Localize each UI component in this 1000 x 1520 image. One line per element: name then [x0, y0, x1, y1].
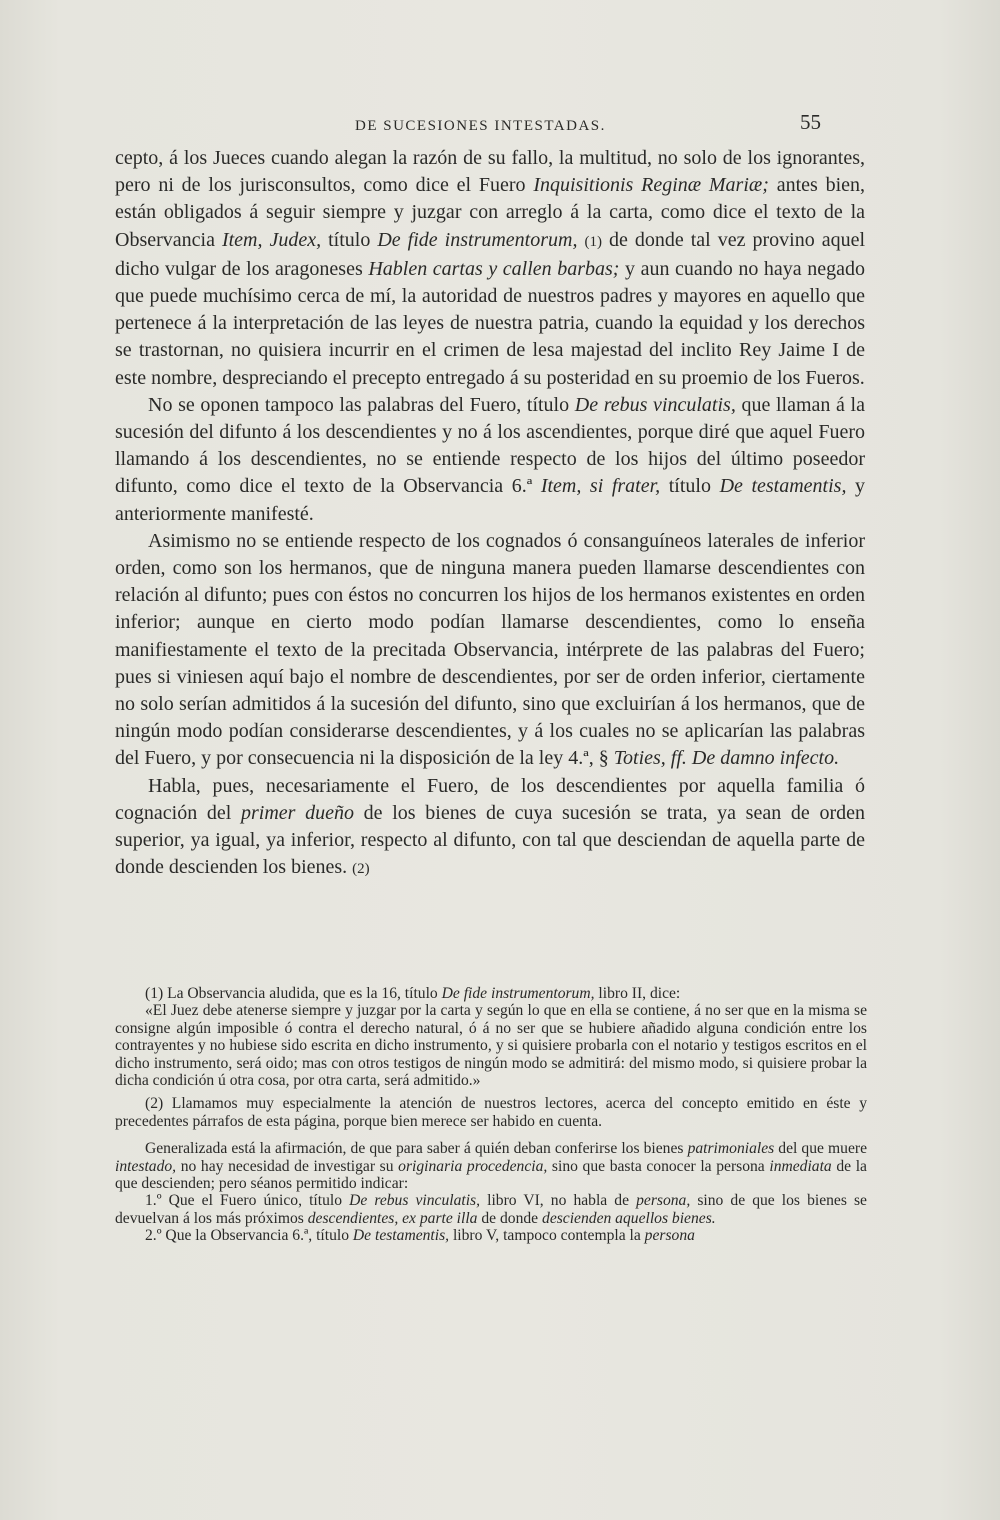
italic-text: Hablen cartas y callen barbas; [368, 257, 620, 280]
italic-text: De rebus vinculatis, [574, 393, 736, 416]
text-run: de los bienes de cuya sucesión se trata, ya sean de orden superior, ya igual, ya inferior, respecto al difunto, con tal que desciendan de aquella parte de donde descienden los bienes. [115, 801, 865, 879]
running-head: DE SUCESIONES INTESTADAS. [355, 118, 606, 134]
text-run: de donde tal vez provino aquel dicho vulgar de los aragoneses [115, 228, 866, 280]
page-number: 55 [800, 110, 821, 134]
footnote-2-comment [115, 1140, 867, 1192]
italic-text: intestado, [115, 1157, 177, 1175]
footnote-marker: (1) [584, 233, 602, 250]
italic-text: Item, Judex, [221, 228, 322, 251]
text-run: del que muere [774, 1140, 867, 1158]
italic-text: patrimoniales [687, 1140, 775, 1158]
text-run: No se oponen tampoco las palabras del Fuero, título [148, 393, 575, 416]
text-run: libro VI, no habla de [480, 1192, 637, 1210]
italic-text: persona [644, 1227, 695, 1245]
text-run: sino que basta conocer la persona [547, 1157, 770, 1175]
text-run: que llaman á la sucesión del difunto á los descendientes y no á los ascendientes, porque diré que aquel Fuero llamando á los descendientes, no se entiende respecto de los hijos del último poseedor difunto, como dice el texto de la Observancia 6.ª [115, 393, 865, 498]
text-run: antes bien, están obligados á seguir siempre y juzgar con arreglo á la carta, como dice el texto de la Observancia [115, 174, 866, 251]
italic-text: primer dueño [240, 801, 354, 824]
text-run: Asimismo no se entiende respecto de los cognados ó consanguíneos laterales de inferior orden, como son los hermanos, que de ninguna manera pueden llamarse descendientes con relación al difunto; pues con éstos no concurren los hijos de los hermanos existentes en orden inferior; aunque en cierto modo podían llamarse descendientes, como lo enseña manifiestamente el texto de la precitada Observancia, intérprete de las palabras del Fuero; pues si viniesen aquí bajo el nombre de descendientes, por ser de orden inferior, ciertamente no solo serían admitidos á la sucesión del difunto, sino que excluirían á los hermanos, que de ningún modo podían considerarse descendientes, y á los cuales no se aplicarían las palabras del Fuero, y por consecuencia ni la disposición de la ley 4.ª, § [115, 529, 865, 770]
footnotes [115, 985, 867, 1245]
paragraph [115, 773, 865, 884]
footnote-1-quote [115, 1002, 867, 1089]
italic-text: De rebus vinculatis, [349, 1192, 481, 1210]
text-run: Generalizada está la afirmación, de que para saber á quién deban conferirse los bienes [145, 1140, 688, 1158]
italic-text: originaria procedencia, [398, 1157, 548, 1175]
italic-text: Toties, ff. De damno infecto. [613, 747, 840, 770]
italic-text: Inquisitionis Reginæ Mariæ; [533, 174, 769, 197]
text-run: libro II, dice: [594, 985, 681, 1002]
text-run: de la que descienden; pero séanos permitido indicar: [115, 1157, 867, 1193]
paragraph [115, 145, 865, 392]
paragraph [115, 528, 865, 773]
text-run: sino de que los bienes se devuelvan á los más próximos [115, 1192, 867, 1227]
footnote-marker: (2) [352, 861, 370, 878]
text-run: título [321, 228, 378, 251]
text-run: (1) La Observancia aludida, que es la 16, título [145, 985, 442, 1002]
text-run: no hay necesidad de investigar su [176, 1157, 399, 1175]
italic-text: De testamentis, [352, 1227, 450, 1245]
footnote-2-point-2 [115, 1227, 867, 1244]
text-run: de donde [477, 1209, 543, 1227]
text-run: y anteriormente manifesté. [115, 475, 866, 525]
text-run: y aun cuando no haya negado que puede muchísimo cerca de mí, la autoridad de nuestros padres y mayores en aquello que pertenece á la interpretación de las leyes de nuestra patria, cuando la equidad y los derechos se trastornan, no quisiera incurrir en el crimen de lesa majestad del inclito Rey Jaime I de este nombre, despreciando el precepto entregado á su posteridad en su proemio de los Fueros. [115, 257, 865, 389]
footnote-1 [115, 985, 867, 1002]
text-run: «El Juez debe atenerse siempre y juzgar por la carta y según lo que en ella se contiene, á no ser que en la misma se consigne algún imposible ó contra el derecho natural, ó á no ser que se hubiere añadido alguna condición entre los contrayentes y no hubiese sido escrita en dicho instrumento, y si quisiere probarla con el notario y testigos escritos en el dicho instrumento, será oido; mas con otros testigos de ningún modo se admitirá: del mismo modo, si quisiere probar la dicha condición ú otra cosa, por otra carta, será admitido.» [115, 1002, 867, 1090]
text-run: 2.º Que la Observancia 6.ª, título [145, 1227, 353, 1245]
italic-text: Item, si frater, [540, 475, 661, 498]
text-run: (2) Llamamos muy especialmente la atención de nuestros lectores, acerca del concepto emitido en éste y precedentes párrafos de esta página, porque bien merece ser habido en cuenta. [115, 1095, 867, 1130]
text-run: título [660, 475, 720, 498]
footnote-2-point-1 [115, 1192, 867, 1227]
footnote-2 [115, 1095, 867, 1130]
text-run: cepto, á los Jueces cuando alegan la razón de su fallo, la multitud, no solo de los ignorantes, pero ni de los jurisconsultos, como dice el Fuero [115, 147, 865, 197]
italic-text: descienden aquellos bienes. [542, 1209, 716, 1227]
italic-text: De fide instrumentorum, [377, 228, 578, 251]
italic-text: De fide instrumentorum, [441, 985, 595, 1002]
text-run: libro V, tampoco contempla la [449, 1227, 645, 1245]
text-run: 1.º Que el Fuero único, título [145, 1192, 350, 1210]
italic-text: De testamentis, [719, 475, 847, 498]
italic-text: persona, [636, 1192, 691, 1210]
paragraph [115, 392, 865, 528]
italic-text: descendientes, ex parte illa [307, 1209, 478, 1227]
italic-text: inmediata [769, 1157, 832, 1175]
text-run: Habla, pues, necesariamente el Fuero, de los descendientes por aquella familia ó cognación del [115, 774, 865, 824]
main-text [115, 145, 865, 883]
